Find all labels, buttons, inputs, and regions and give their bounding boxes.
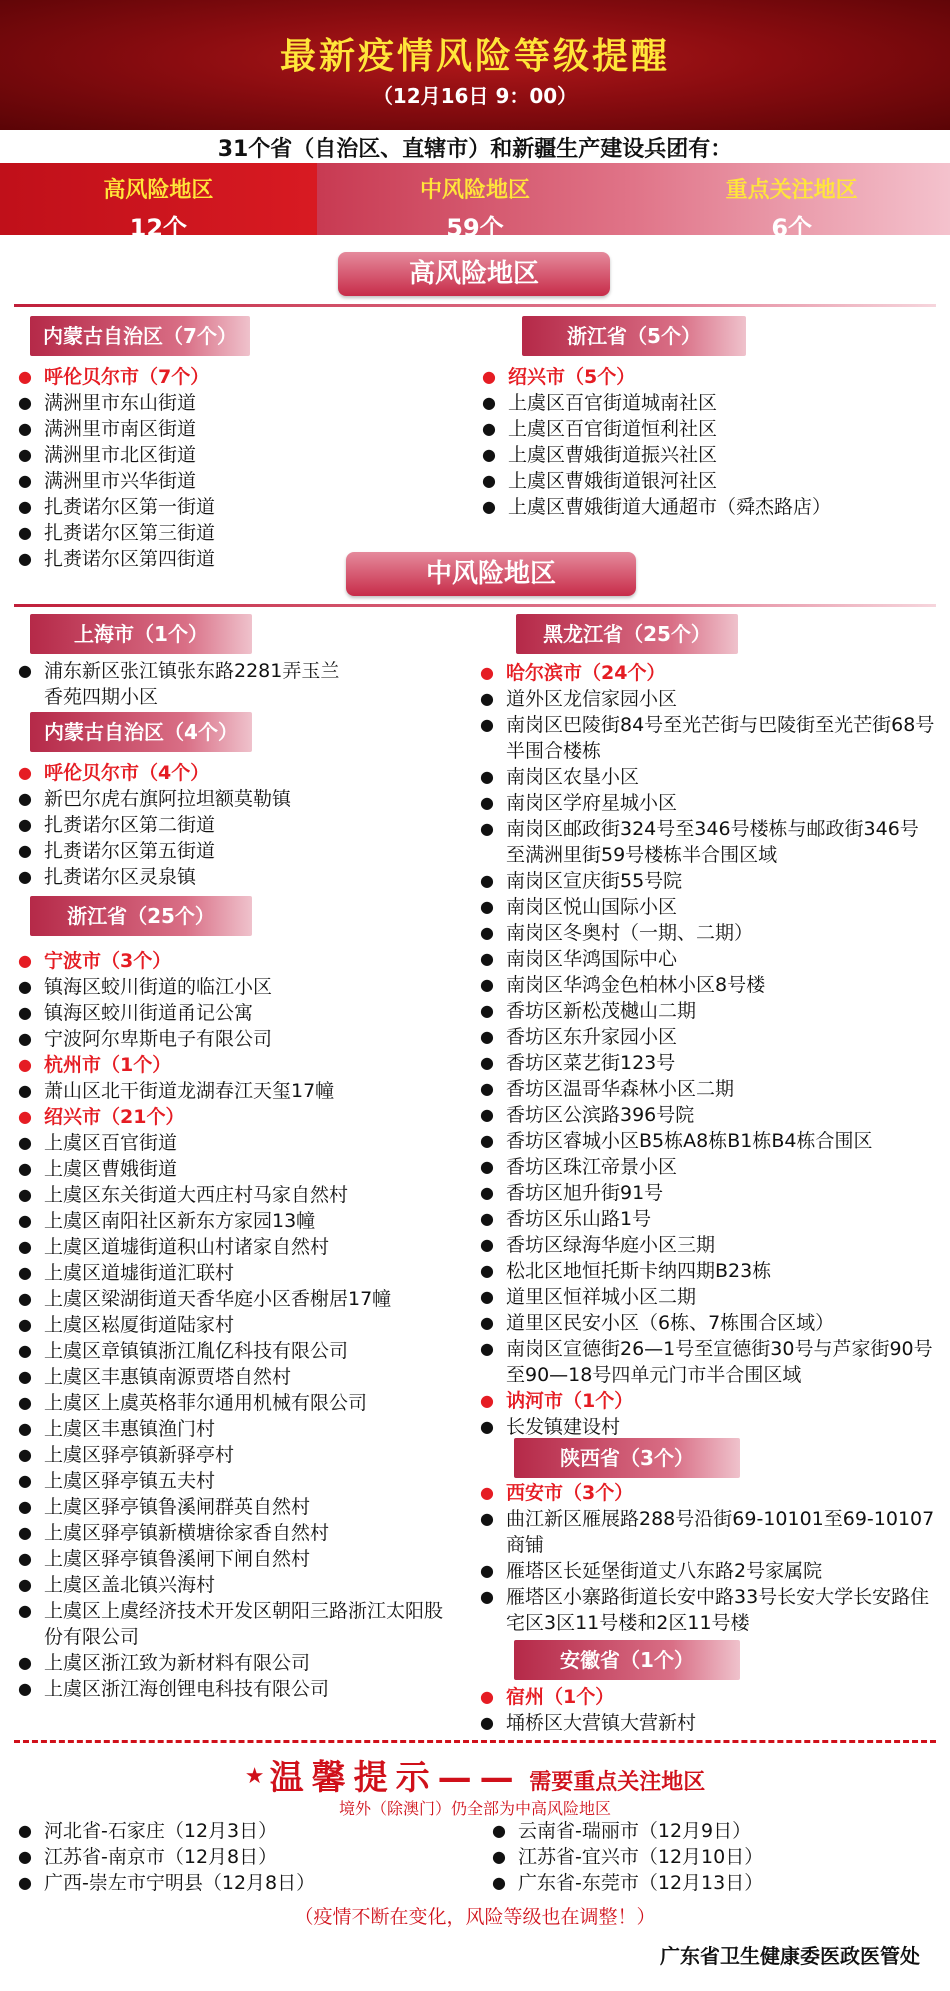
list-item: ● 香坊区新松茂樾山二期 <box>478 998 936 1024</box>
list-item: ● 香坊区温哥华森林小区二期 <box>478 1076 936 1102</box>
list-item: ● 上虞区曹娥街道大通超市（舜杰路店） <box>480 494 940 520</box>
tip-heading <box>0 1750 950 1799</box>
city-label: ● 讷河市（1个） <box>478 1388 936 1414</box>
province-label: 黑龙江省（25个） <box>516 614 738 654</box>
list-item: ● 南岗区学府星城小区 <box>478 790 936 816</box>
list-item: ● 上虞区曹娥街道振兴社区 <box>480 442 940 468</box>
tip-right-list <box>490 1818 930 1896</box>
update-time: （12月16日 9：00） <box>372 84 578 108</box>
list-item: ● 江苏省-南京市（12月8日） <box>16 1844 456 1870</box>
list-item: ● 南岗区农垦小区 <box>478 764 936 790</box>
list-item: ● 曲江新区雁展路288号沿街69-10101至69-10107商铺 <box>478 1506 936 1558</box>
province-label: 安徽省（1个） <box>514 1640 740 1680</box>
list-item: ● 广西-崇左市宁明县（12月8日） <box>16 1870 456 1896</box>
province-label: 内蒙古自治区（7个） <box>30 316 250 356</box>
list-item: ● 浦东新区张江镇张东路2281弄玉兰香苑四期小区 <box>16 658 356 710</box>
list-item: ● 南岗区华鸿国际中心 <box>478 946 936 972</box>
list-item: ● 上虞区曹娥街道银河社区 <box>480 468 940 494</box>
high-risk-heading: 高风险地区 <box>338 252 610 296</box>
mid-risk-heading: 中风险地区 <box>346 552 636 596</box>
list-item: ● 香坊区睿城小区B5栋A8栋B1栋B4栋合围区 <box>478 1128 936 1154</box>
anhui-list <box>478 1684 936 1736</box>
list-item: ● 香坊区东升家园小区 <box>478 1024 936 1050</box>
list-item: ● 上虞区浙江致为新材料有限公司 <box>16 1650 446 1676</box>
tip-title: 温馨提示—— <box>269 1758 522 1798</box>
list-item: ● 雁塔区小寨路街道长安中路33号长安大学长安路住宅区3区11号楼和2区11号楼 <box>478 1584 936 1636</box>
high-left-list <box>16 364 456 572</box>
dashed-divider <box>14 1740 936 1743</box>
summary-mid-label: 中风险地区 <box>420 178 531 203</box>
list-item: ● 上虞区驿亭镇新驿亭村 <box>16 1442 446 1468</box>
city-label: ● 绍兴市（5个） <box>480 364 940 390</box>
list-item: ● 上虞区驿亭镇新横塘徐家香自然村 <box>16 1520 446 1546</box>
list-item: ● 上虞区崧厦街道陆家村 <box>16 1312 446 1338</box>
list-item: ● 上虞区梁湖街道天香华庭小区香榭居17幢 <box>16 1286 446 1312</box>
list-item: ● 河北省-石家庄（12月3日） <box>16 1818 456 1844</box>
city-label: ● 呼伦贝尔市（4个） <box>16 760 456 786</box>
list-item: ● 扎赉诺尔区第四街道 <box>16 546 456 572</box>
list-item: ● 扎赉诺尔区灵泉镇 <box>16 864 456 890</box>
list-item: ● 香坊区乐山路1号 <box>478 1206 936 1232</box>
summary-bar <box>0 163 950 242</box>
list-item: ● 江苏省-宜兴市（12月10日） <box>490 1844 930 1870</box>
publisher: 广东省卫生健康委医政医管处 <box>660 1944 920 1968</box>
list-item: ● 南岗区巴陵街84号至光芒街与巴陵街至光芒街68号半围合楼栋 <box>478 712 936 764</box>
list-item: ● 上虞区上虞经济技术开发区朝阳三路浙江太阳股份有限公司 <box>16 1598 446 1650</box>
list-item: ● 满洲里市东山街道 <box>16 390 456 416</box>
list-item: ● 上虞区曹娥街道 <box>16 1156 446 1182</box>
list-item: ● 南岗区悦山国际小区 <box>478 894 936 920</box>
summary-mid <box>317 163 634 242</box>
list-item: ● 道里区恒祥城小区二期 <box>478 1284 936 1310</box>
list-item: ● 新巴尔虎右旗阿拉坦额莫勒镇 <box>16 786 456 812</box>
list-item: ● 上虞区道墟街道积山村诸家自然村 <box>16 1234 446 1260</box>
zhejiang-list <box>16 948 446 1702</box>
province-label: 陕西省（3个） <box>514 1438 740 1478</box>
summary-high-label: 高风险地区 <box>103 178 214 203</box>
list-item: ● 上虞区南阳社区新东方家园13幢 <box>16 1208 446 1234</box>
list-item: ● 镇海区蛟川街道甬记公寓 <box>16 1000 446 1026</box>
list-item: ● 长发镇建设村 <box>478 1414 936 1440</box>
list-item: ● 上虞区驿亭镇五夫村 <box>16 1468 446 1494</box>
list-item: ● 扎赉诺尔区第一街道 <box>16 494 456 520</box>
city-label: ● 宁波市（3个） <box>16 948 446 974</box>
neimenggu-list <box>16 760 456 890</box>
list-item: ● 南岗区华鸿金色柏林小区8号楼 <box>478 972 936 998</box>
list-item: ● 扎赉诺尔区第三街道 <box>16 520 456 546</box>
list-item: ● 上虞区驿亭镇鲁溪闸下闸自然村 <box>16 1546 446 1572</box>
tip-note: （疫情不断在变化，风险等级也在调整！） <box>294 1906 656 1928</box>
summary-mid-count: 59个 <box>446 214 504 242</box>
list-item: ● 埇桥区大营镇大营新村 <box>478 1710 936 1736</box>
summary-high-count: 12个 <box>129 214 188 242</box>
list-item: ● 道里区民安小区（6栋、7栋围合区域） <box>478 1310 936 1336</box>
province-label: 浙江省（5个） <box>522 316 746 356</box>
list-item: ● 上虞区驿亭镇鲁溪闸群英自然村 <box>16 1494 446 1520</box>
shanghai-list <box>16 658 356 710</box>
summary-focus-label: 重点关注地区 <box>725 178 858 203</box>
list-item: ● 云南省-瑞丽市（12月9日） <box>490 1818 930 1844</box>
list-item: ● 道外区龙信家园小区 <box>478 686 936 712</box>
list-item: ● 南岗区冬奥村（一期、二期） <box>478 920 936 946</box>
high-right-list <box>480 364 940 520</box>
list-item: ● 上虞区浙江海创锂电科技有限公司 <box>16 1676 446 1702</box>
tip-title-sub: 需要重点关注地区 <box>521 1770 706 1795</box>
list-item: ● 雁塔区长延堡街道丈八东路2号家属院 <box>478 1558 936 1584</box>
list-item: ● 上虞区上虞英格菲尔通用机械有限公司 <box>16 1390 446 1416</box>
tip-left-list <box>16 1818 456 1896</box>
province-label: 内蒙古自治区（4个） <box>30 712 252 752</box>
city-label: ● 宿州（1个） <box>478 1684 936 1710</box>
heilongjiang-list <box>478 660 936 1440</box>
list-item: ● 萧山区北干街道龙湖春江天玺17幢 <box>16 1078 446 1104</box>
city-label: ● 西安市（3个） <box>478 1480 936 1506</box>
list-item: ● 香坊区绿海华庭小区三期 <box>478 1232 936 1258</box>
list-item: ● 扎赉诺尔区第五街道 <box>16 838 456 864</box>
province-label: 上海市（1个） <box>30 614 252 654</box>
list-item: ● 上虞区百官街道 <box>16 1130 446 1156</box>
list-item: ● 南岗区邮政街324号至346号楼栋与邮政街346号至满洲里街59号楼栋半合围区域 <box>478 816 936 868</box>
summary-focus-count: 6个 <box>771 214 813 242</box>
list-item: ● 上虞区道墟街道汇联村 <box>16 1260 446 1286</box>
list-item: ● 上虞区盖北镇兴海村 <box>16 1572 446 1598</box>
list-item: ● 南岗区宣庆街55号院 <box>478 868 936 894</box>
list-item: ● 上虞区东关街道大西庄村马家自然村 <box>16 1182 446 1208</box>
list-item: ● 香坊区旭升街91号 <box>478 1180 936 1206</box>
list-item: ● 南岗区宣德街26—1号至宣德街30号与芦家街90号至90—18号四单元门市半合围区域 <box>478 1336 936 1388</box>
page-title: 最新疫情风险等级提醒 <box>279 36 670 77</box>
list-item: ● 上虞区章镇镇浙江胤亿科技有限公司 <box>16 1338 446 1364</box>
header-banner <box>0 0 950 130</box>
list-item: ● 镇海区蛟川街道的临江小区 <box>16 974 446 1000</box>
summary-high <box>0 163 317 242</box>
list-item: ● 宁波阿尔卑斯电子有限公司 <box>16 1026 446 1052</box>
tip-subtitle: 境外（除澳门）仍全部为中高风险地区 <box>338 1799 611 1818</box>
list-item: ● 香坊区菜艺街123号 <box>478 1050 936 1076</box>
summary-focus <box>633 163 950 242</box>
subtitle: 31个省（自治区、直辖市）和新疆生产建设兵团有： <box>217 137 733 162</box>
list-item: ● 扎赉诺尔区第二街道 <box>16 812 456 838</box>
list-item: ● 香坊区公滨路396号院 <box>478 1102 936 1128</box>
shaanxi-list <box>478 1480 936 1636</box>
star-icon: ★ <box>244 1764 265 1789</box>
list-item: ● 上虞区百官街道城南社区 <box>480 390 940 416</box>
city-label: ● 哈尔滨市（24个） <box>478 660 936 686</box>
divider <box>14 604 936 607</box>
list-item: ● 香坊区珠江帝景小区 <box>478 1154 936 1180</box>
province-label: 浙江省（25个） <box>30 896 252 936</box>
list-item: ● 松北区地恒托斯卡纳四期B23栋 <box>478 1258 936 1284</box>
divider <box>14 304 936 307</box>
city-label: ● 杭州市（1个） <box>16 1052 446 1078</box>
list-item: ● 广东省-东莞市（12月13日） <box>490 1870 930 1896</box>
list-item: ● 满洲里市兴华街道 <box>16 468 456 494</box>
city-label: ● 绍兴市（21个） <box>16 1104 446 1130</box>
list-item: ● 上虞区丰惠镇南源贾塔自然村 <box>16 1364 446 1390</box>
list-item: ● 满洲里市北区街道 <box>16 442 456 468</box>
list-item: ● 上虞区百官街道恒利社区 <box>480 416 940 442</box>
list-item: ● 上虞区丰惠镇渔门村 <box>16 1416 446 1442</box>
list-item: ● 满洲里市南区街道 <box>16 416 456 442</box>
city-label: ● 呼伦贝尔市（7个） <box>16 364 456 390</box>
